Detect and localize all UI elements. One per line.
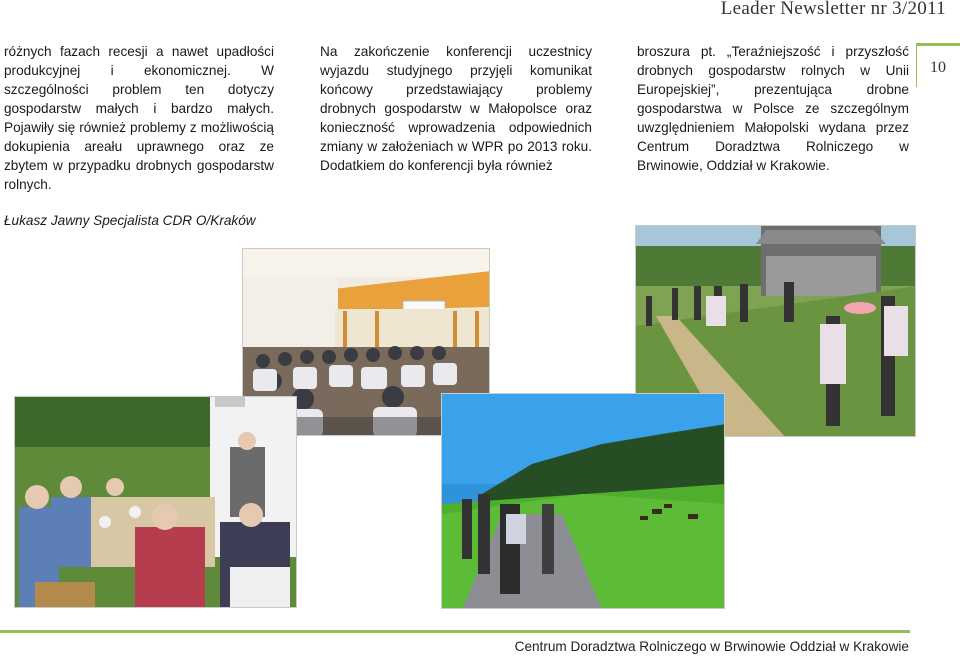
text-column-3 xyxy=(637,42,909,175)
text-column-2 xyxy=(320,42,592,175)
photo-outdoor-meal xyxy=(14,396,297,608)
paragraph: różnych fazach recesji a nawet upadłości produkcyjnej i ekonomicznej. W szczególności problem ten dotyczy gospodarstw małych i bardzo małych. Pojawiły się również problemy z możliwością dokupienia areału uprawnego oraz ze zbytem w przypadku drobnych gospodarstw rolnych. xyxy=(4,44,274,192)
photo-meadow-group xyxy=(441,393,725,609)
page-number: 10 xyxy=(930,59,946,76)
footer-rule xyxy=(0,630,910,633)
footer-text: Centrum Doradztwa Rolniczego w Brwinowie Oddział w Krakowie xyxy=(514,639,909,654)
page-number-box xyxy=(916,43,960,87)
author-credit: Łukasz Jawny Specjalista CDR O/Kraków xyxy=(4,213,256,228)
paragraph: Na zakończenie konferencji uczestnicy wyjazdu studyjnego przyjęli komunikat końcowy przedstawiający problemy drobnych gospodarstw w Małopolsce oraz konieczność wprowadzenia odpowiednich zmiany w założeniach w WPR po 2013 roku. Dodatkiem do konferencji była również xyxy=(320,44,592,173)
page-number-rule xyxy=(916,43,960,46)
text-column-1 xyxy=(4,42,274,194)
paragraph: broszura pt. „Teraźniejszość i przyszłość drobnych gospodarstw rolnych w Unii Europejskiej”, prezentująca drobne gospodarstwa w Polsce ze szczególnym uwzględnieniem Małopolski wydana przez Centrum Doradztwa Rolniczego w Brwinowie, Oddział w Krakowie. xyxy=(637,44,909,173)
page-header-title: Leader Newsletter nr 3/2011 xyxy=(720,0,946,19)
